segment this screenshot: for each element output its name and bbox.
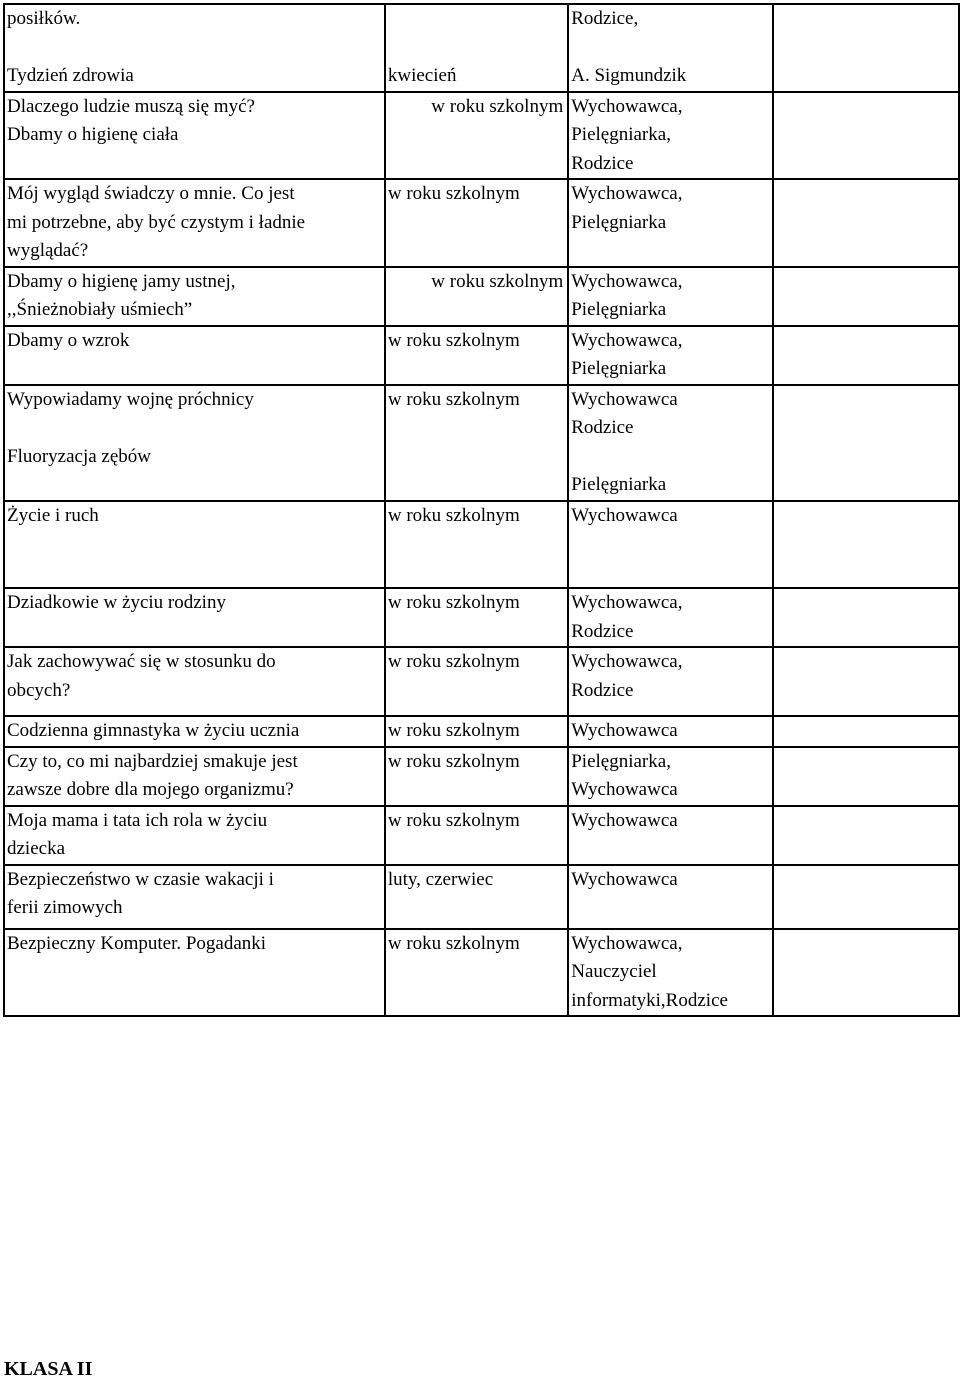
time-cell [385,806,568,865]
who-line: Wychowawca, [571,651,683,672]
responsible-cell [568,929,772,1017]
topic-cell [4,865,385,929]
responsible-cell [568,385,772,501]
who-line: Wychowawca, [571,329,683,351]
responsible-cell [568,92,772,180]
who-line: Pielęgniarka [571,474,667,495]
who-line: Pielęgniarka, [571,750,671,772]
time-line: w roku szkolnym [387,720,520,741]
who-line [571,34,771,63]
time-line: w roku szkolnym [387,504,520,526]
who-line: Wychowawca [571,809,678,831]
time-cell [385,385,568,501]
who-line: Pielęgniarka [571,358,667,379]
responsible-cell [568,588,772,647]
who-line: Rodzice [571,620,634,642]
topic-cell [4,92,385,180]
notes-cell [773,806,959,865]
table-row [4,4,959,92]
topic-line: Życie i ruch [7,504,99,526]
topic-line: Jak zachowywać się w stosunku do [7,651,276,672]
topic-line: Dlaczego ludzie muszą się myć? [7,95,255,117]
table-row [4,806,959,865]
topic-line: Fluoryzacja zębów [7,445,152,467]
topic-cell [4,267,385,326]
who-line: Wychowawca, [571,95,683,117]
topic-line [7,34,384,63]
notes-cell [773,501,959,589]
responsible-cell [568,806,772,865]
time-line [388,5,567,34]
time-line: w roku szkolnym [387,592,520,613]
time-cell [385,716,568,747]
notes-cell [773,647,959,716]
who-line: Rodzice, [571,8,639,29]
table-row [4,501,959,589]
topic-cell [4,588,385,647]
time-line [388,34,567,63]
time-line: w roku szkolnym [431,270,564,292]
topic-cell [4,179,385,267]
notes-cell [773,179,959,267]
time-cell [385,501,568,589]
topic-cell [4,4,385,92]
topic-line: posiłków. [7,8,81,29]
time-line: w roku szkolnym [387,651,520,672]
topic-line: Tydzień zdrowia [7,65,134,86]
topic-line: wyglądać? [7,240,89,261]
topic-cell [4,385,385,501]
who-line: Rodzice [571,417,634,438]
topic-cell [4,747,385,806]
topic-line: Moja mama i tata ich rola w życiu [7,809,268,831]
table-row [4,716,959,747]
time-cell [385,647,568,716]
responsible-cell [568,179,772,267]
notes-cell [773,4,959,92]
time-cell [385,865,568,929]
time-cell [385,267,568,326]
topic-line: Mój wygląd świadczy o mnie. Co jest [7,183,295,204]
topic-line: Dziadkowie w życiu rodziny [7,592,226,613]
table-row [4,747,959,806]
topic-cell [4,806,385,865]
topic-line: Czy to, co mi najbardziej smakuje jest [7,750,298,772]
topic-line: Dbamy o higienę ciała [7,124,179,145]
time-line: w roku szkolnym [387,329,520,351]
responsible-cell [568,326,772,385]
who-line: Pielęgniarka, [571,124,671,145]
time-cell [385,747,568,806]
topic-line: ,,Śnieżnobiały uśmiech” [7,299,193,320]
notes-cell [773,865,959,929]
who-line: Wychowawca [571,720,678,741]
topic-line [7,559,384,588]
topic-line: Dbamy o higienę jamy ustnej, [7,270,236,292]
topic-line [7,530,384,559]
who-line: Wychowawca, [571,932,683,954]
who-line: Rodzice [571,152,634,174]
table-body [4,4,959,1016]
responsible-cell [568,4,772,92]
notes-cell [773,326,959,385]
class-heading: KLASA II [4,1358,93,1380]
notes-cell [773,588,959,647]
table-row [4,267,959,326]
time-line: w roku szkolnym [387,932,520,954]
who-line: Wychowawca [571,868,678,890]
notes-cell [773,747,959,806]
topic-line: ferii zimowych [7,897,123,918]
topic-line: Bezpieczeństwo w czasie wakacji i [7,868,274,890]
topic-line: obcych? [7,679,71,701]
who-line: Nauczyciel [571,961,657,982]
table-row [4,326,959,385]
topic-line: Dbamy o wzrok [7,329,130,351]
who-line: informatyki,Rodzice [571,989,728,1011]
time-line: w roku szkolnym [387,183,520,204]
topic-cell [4,501,385,589]
who-line: Wychowawca, [571,592,683,613]
responsible-cell [568,747,772,806]
table-row [4,929,959,1017]
topic-line: zawsze dobre dla mojego organizmu? [7,779,294,800]
responsible-cell [568,865,772,929]
who-line: Wychowawca, [571,183,683,204]
time-line: kwiecień [387,65,457,86]
topic-cell [4,929,385,1017]
time-cell [385,588,568,647]
who-line: Pielęgniarka [571,211,667,233]
topic-line: dziecka [7,838,66,859]
time-line: w roku szkolnym [431,95,564,117]
time-cell [385,326,568,385]
topic-cell [4,716,385,747]
notes-cell [773,267,959,326]
topic-line: Wypowiadamy wojnę próchnicy [7,388,254,410]
who-line: Wychowawca [571,779,678,800]
time-line: w roku szkolnym [387,750,520,772]
time-line: luty, czerwiec [387,868,494,890]
topic-line: Codzienna gimnastyka w życiu ucznia [7,720,300,741]
time-cell [385,179,568,267]
table-row [4,647,959,716]
who-line: Wychowawca [571,504,678,526]
time-cell [385,92,568,180]
table-row [4,865,959,929]
table-row [4,92,959,180]
topic-cell [4,647,385,716]
topic-line: Bezpieczny Komputer. Pogadanki [7,932,267,954]
responsible-cell [568,267,772,326]
who-line: A. Sigmundzik [571,65,687,86]
activity-plan-table [3,3,960,1017]
topic-line [7,414,384,443]
responsible-cell [568,716,772,747]
who-line: Rodzice [571,679,634,701]
notes-cell [773,385,959,501]
who-line: Wychowawca, [571,270,683,292]
time-line: w roku szkolnym [387,388,520,410]
time-cell [385,4,568,92]
table-row [4,179,959,267]
notes-cell [773,716,959,747]
who-line: Pielęgniarka [571,299,667,320]
table-row [4,588,959,647]
responsible-cell [568,647,772,716]
notes-cell [773,92,959,180]
time-line: w roku szkolnym [387,809,520,831]
time-cell [385,929,568,1017]
notes-cell [773,929,959,1017]
table-row [4,385,959,501]
who-line: Wychowawca [571,388,678,410]
topic-cell [4,326,385,385]
topic-line: mi potrzebne, aby być czystym i ładnie [7,211,306,233]
who-line [571,443,771,472]
responsible-cell [568,501,772,589]
